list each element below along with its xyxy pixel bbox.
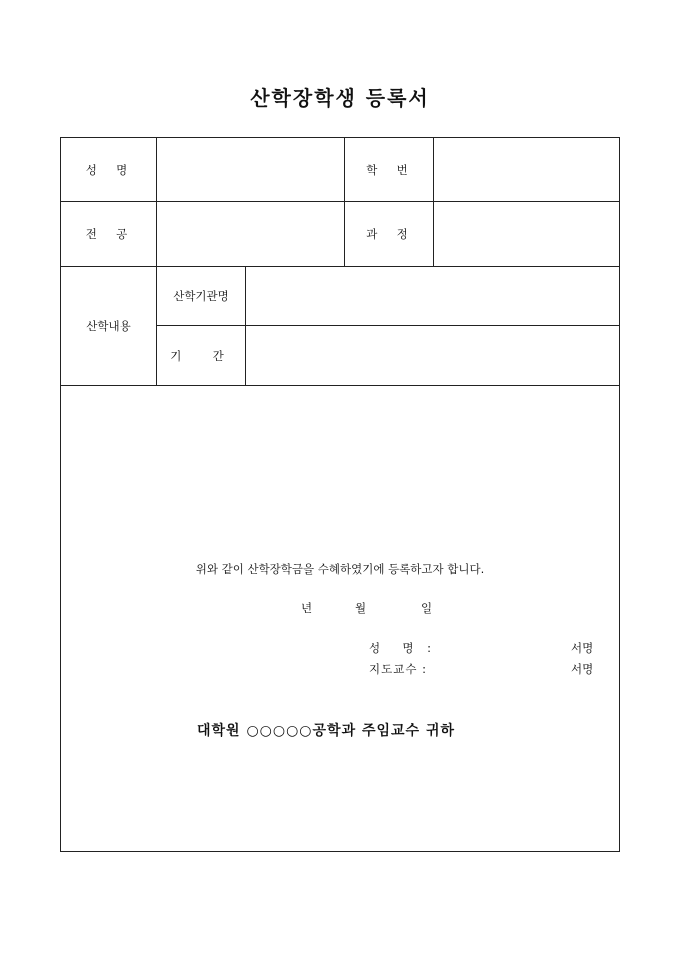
signature-name-sign: 서명 <box>571 641 594 655</box>
program-field[interactable] <box>433 202 620 267</box>
company-label: 산학기관명 <box>173 289 229 303</box>
period-label: 기 간 <box>170 348 232 363</box>
form-table <box>60 137 620 852</box>
period-label-cell <box>156 326 245 386</box>
program-label-cell <box>344 202 433 267</box>
student-id-field[interactable] <box>433 138 620 202</box>
signature-advisor-label: 지도교수 : <box>369 662 427 676</box>
signature-name-label: 성 명 : <box>369 641 437 655</box>
company-label-cell <box>156 267 245 326</box>
signature-advisor-sign: 서명 <box>571 662 594 676</box>
name-field[interactable] <box>156 138 344 202</box>
company-field[interactable] <box>245 267 620 326</box>
date-month: 월 <box>355 601 367 615</box>
name-label: 성 명 <box>85 162 132 177</box>
date-year: 년 <box>301 601 313 615</box>
major-label: 전 공 <box>85 227 132 241</box>
name-label-cell <box>61 138 156 202</box>
page-title: 산학장학생 등록서 <box>250 86 430 110</box>
major-label-cell <box>61 202 156 267</box>
student-id-label-cell <box>344 138 433 202</box>
industry-label: 산학내용 <box>86 319 131 333</box>
period-field[interactable] <box>245 326 620 386</box>
industry-label-cell <box>61 267 156 386</box>
addressee: 대학원 ○○○○○공학과 주임교수 귀하 <box>197 723 455 739</box>
major-field[interactable] <box>156 202 344 267</box>
date-day: 일 <box>421 601 433 615</box>
program-label: 과 정 <box>366 227 412 241</box>
statement-text: 위와 같이 산학장학금을 수혜하였기에 등록하고자 합니다. <box>195 562 485 576</box>
student-id-label: 학 번 <box>366 162 412 177</box>
